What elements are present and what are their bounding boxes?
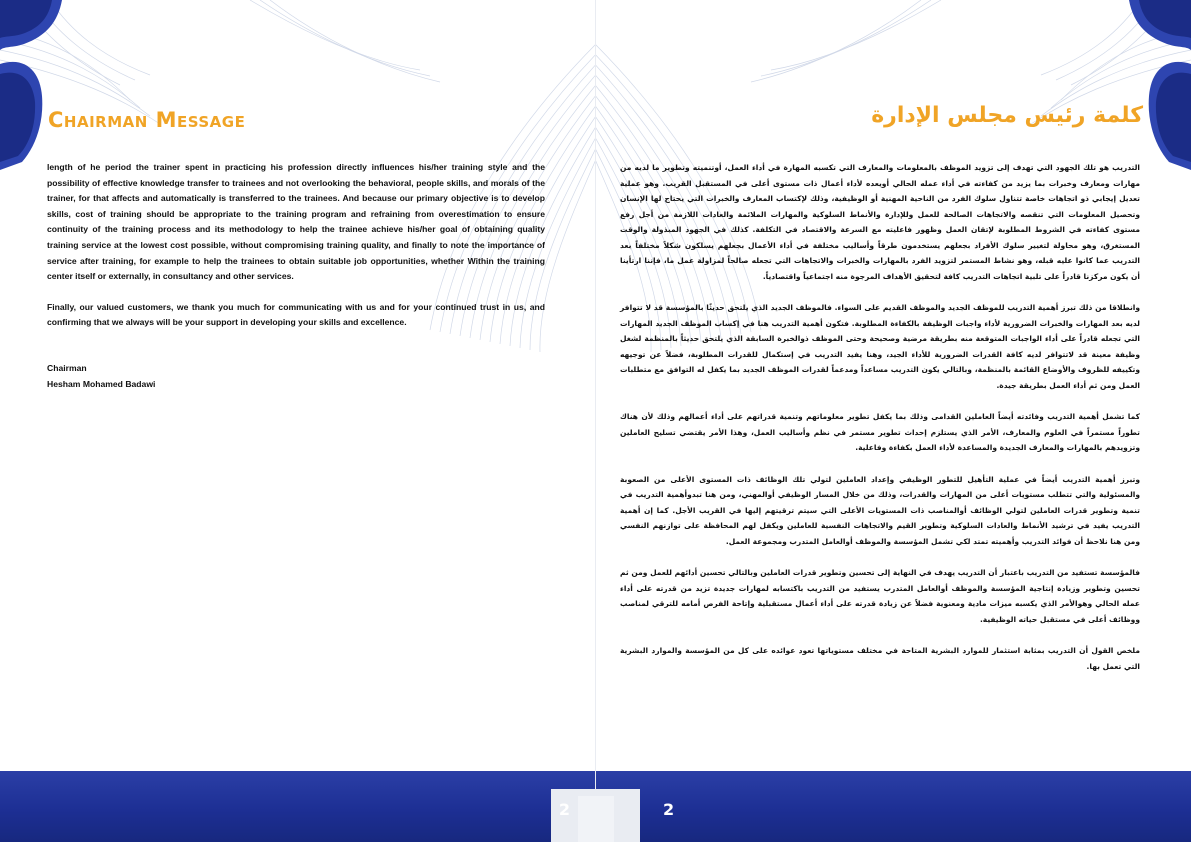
- page-number: 2: [663, 800, 675, 819]
- paragraph: فالمؤسسة تستفيد من التدريب باعتبار أن التدريب يهدف في النهاية إلى تحسين وتطوير قدرات العاملين وبالتالي تحسين أدائهم للعمل ومن ثم تحسين وتطوير وزيادة إنتاجية المؤسسة والموظف أوالعامل المتدرب يستفيد من التدريب باكتسابه لمهارات جديدة تزيد من قدرته على أداء عمله الحالي وهوالأمر الذي يكسبه ميزات مادية ومعنوية فضلاً عن زيادة قدرته على أداء أعمال مستقبلية وإتاحة الفرص أمامه للترقي لمناصب ووظائف أعلى في مستقبل حياته الوظيفية.: [620, 568, 1140, 624]
- body-text: [47, 160, 545, 392]
- paragraph: التدريب هو تلك الجهود التي تهدف إلى تزويد الموظف بالمعلومات والمعارف التي تكسبه المهارة في أداء العمل، أوتنميته وتطوير ما لديه من مهارات ومعارف وخبرات بما يزيد من كفاءته في أداء عمله الحالي أويعده لأداء أعمال ذات مستوى أعلى في المستقبل القريب. وهو عملية تعديل إيجابي ذو اتجاهات خاصة تتناول سلوك الفرد من الناحية المهنية أو الوظيفية، وذلك لإكتساب المعارف والخبرات التي يحتاج لها الإنسان وتحصيل المعلومات التي تنقصه والاتجاهات الصالحة للعمل وللإدارة والأنماط السلوكية والمهارات الملائمة والعادات اللازمة من أجل رفع مستوى كفاءته في الشروط المطلوبة لإتقان العمل وظهور فاعليته مع السرعة والاقتصاد في التكلفة. كذلك في الجهود المبذولة والوقت المستغرق، وهو محاولة لتغيير سلوك الأفراد بجعلهم يستخدمون طرقاً وأساليب مختلفة في أداء الأعمال بجعلهم يسلكون شكلاً مختلفاً بعد التدريب عما كانوا عليه قبله، وهو نشاط المستمر لتزويد الفرد بالمهارات والخبرات والاتجاهات التي تجعله صالحاً لمزاولة عمل ما، فإننا ارتأينا أن يكون مركزنا قادراً على تلبية اتجاهات التدريب كافة لتحقيق الأهداف المرجوة منه اجتماعياً واقتصادياً.: [620, 163, 1140, 281]
- footer-bar: [0, 771, 595, 842]
- page-title: Chairman Message: [48, 108, 246, 132]
- paragraph: Finally, our valued customers, we thank you much for communicating with us and for your continued trust in us, and confirming that we always will be your support in developing your skills and excellence.: [47, 301, 545, 328]
- paragraph: ملخص القول أن التدريب بمثابة استثمار للموارد البشرية المتاحة في مختلف مستوياتها تعود عوائده على كل من المؤسسة والموارد البشرية التي تعمل بها.: [620, 646, 1140, 671]
- paragraph: كما تشمل أهمية التدريب وفائدته أيضاً العاملين القدامى وذلك بما يكفل تطوير معلوماتهم وتنمية قدراتهم على أداء أعمالهم وذلك لأن هناك تطوراً مستمراً في العلوم والمعارف، الأمر الذي يستلزم إحداث تطوير مستمر في نظم وأساليب العمل، وهذا الأمر يقتضي تسليح العاملين وتزويدهم بالمهارات والمعارف الجديدة والمساعدة لأداء العمل بكفاءة وفاعلية.: [620, 412, 1140, 452]
- body-text-arabic: [620, 160, 1140, 690]
- paragraph: length of he period the trainer spent in practicing his profession directly influences his/her training style and the possibility of effective knowledge transfer to trainees and not overlooking the behavioral, people skills, and morals of the trainer, for that affects and automatically is transferred to the trainees. And because our primary objective is to develop skills, cost of training should be appropriate to the training program and refraining from overestimation to ensure continuity of the training process and its methodology to help the trainee achieve his/her goal of obtaining quality training service at the lowest cost possible, without compromising training quality, and finally to note the importance of service after training, for example to help the trainees to obtain suitable job opportunities, whether Within the training center itself or externally, in consultancy and other services.: [47, 162, 545, 282]
- signature-role: Chairman: [47, 362, 87, 373]
- left-page: [0, 0, 595, 842]
- paragraph: وانطلاقا من ذلك تبرز أهمية التدريب للموظف الجديد والموظف القديم على السواء. فالموظف الجديد الذي يلتحق حديثًا بالمؤسسة قد لا تتوافر لديه بعد المهارات والخبرات الضرورية لأداء واجبات الوظيفة بالكفاءة المطلوبة. فتكون أهمية التدريب هنا في إكساب الموظف الجديد المهارات التي تجعله قادراً على أداء الواجبات المتوقعة منه بطريقة مرضية وصحيحة وحتى الموظف ذوالخبرة السابقة الذي يلتحق حديثاً بالمنظمة لشغل وظيفة معينة قد لاتتوافر لديه كافة القدرات الضرورية للأداء الجيد، وهنا يفيد التدريب في إستكمال للقدرات المطلوبة، فضلاً عن توجيهه وتكييفه للظروف والأوضاع القائمة بالمنظمة، وبالتالي يكون التدريب مساعداً ومدعماً لقدرات الموظف الجديد بما يكفل له التوافق مع متطلبات العمل ومن ثم أداء العمل بطريقة جيدة.: [620, 303, 1140, 390]
- spine-footer-block: [578, 796, 614, 842]
- page-title-arabic: كلمة رئيس مجلس الإدارة: [871, 103, 1143, 128]
- signature-block: [47, 361, 545, 392]
- footer-bar: [596, 771, 1191, 842]
- right-page: [596, 0, 1191, 842]
- paragraph: وتبرز أهمية التدريب أيضاً في عملية التأهيل للتطور الوظيفي وإعداد العاملين لتولي تلك الوظائف ذات المستوى الأعلى من الصعوبة والمسئولية والتي تتطلب مستويات أعلى من المهارات والقدرات، وذلك من خلال المسار الوظيفي أوالمهني، ومن هنا تبدوأهمية التدريب في تنمية وتطوير قدرات العاملين لتولي الوظائف أوالمناصب ذات المستويات الأعلى التي سيتم ترقيتهم إليها في القريب الأجل. كما إن أهمية التدريب يفيد في ترشيد الأنماط والعادات السلوكية وتطوير القيم والاتجاهات النفسية للعاملين ويكفل لهم المحافظة على توازنهم النفسي ومن هنا نلاحظ أن فوائد التدريب وأهميته تمتد لكي تشمل المؤسسة والموظف أوالعامل المتدرب ومجموعة العمل.: [620, 474, 1140, 546]
- page-number: 2: [558, 800, 570, 819]
- signature-name: Hesham Mohamed Badawi: [47, 378, 156, 389]
